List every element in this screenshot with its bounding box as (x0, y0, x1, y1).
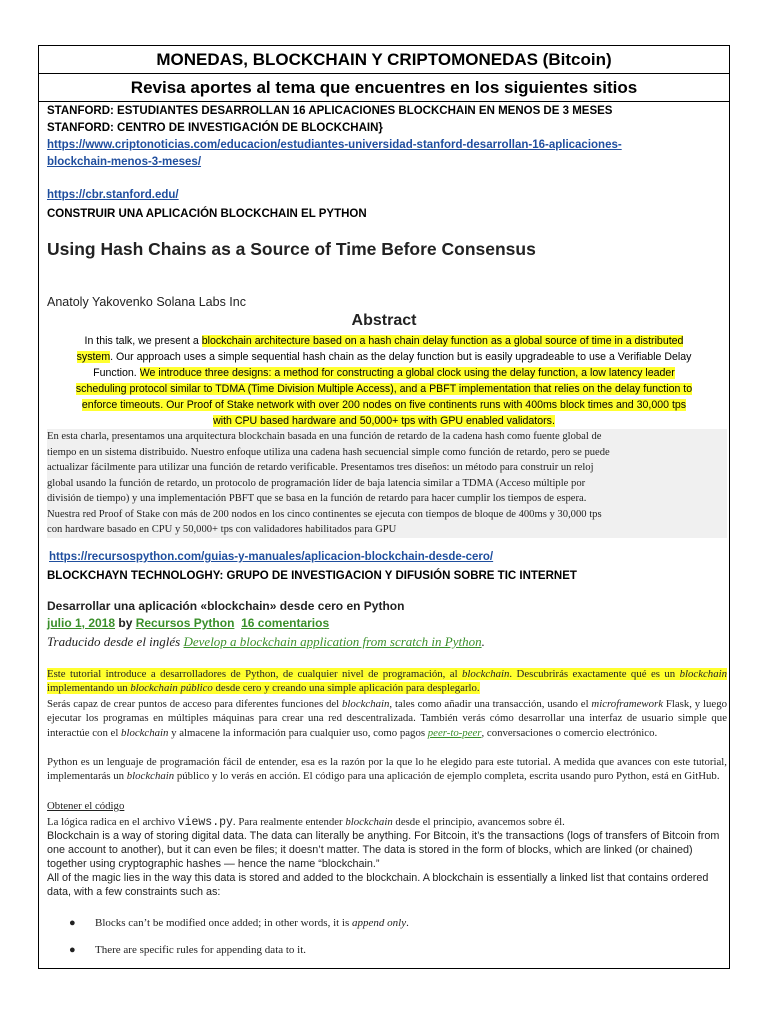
abstract-highlight-2b: scheduling protocol similar to TDMA (Time Division Multiple Access), and a PBFT implementation that relies on the delay function to (75, 383, 693, 395)
paragraph-text: público y lo verás en acción. El código para una aplicación de ejemplo completa, escrita usando puro Python, está en GitHub. (174, 770, 720, 783)
group-heading: BLOCKCHAYN TECHNOLOGHY: GRUPO DE INVESTIGACION Y DIFUSIÓN SOBRE TIC INTERNET (47, 570, 577, 582)
list-item-term: append only (352, 917, 407, 929)
paragraph-text: Python es un lenguaje de programación fácil de entender, esa es la razón por la que lo he elegido para este tutorial. A medida que avances con este tutorial, implementarás un (47, 756, 727, 783)
document-subtitle: Revisa aportes al tema que encuentres en los siguientes sitios (39, 74, 729, 102)
spanish-abstract (47, 429, 727, 538)
stanford-cbr-link[interactable]: https://cbr.stanford.edu/ (47, 189, 179, 201)
spanish-abstract-line: tiempo en un sistema distribuido. Nuestro enfoque utiliza una cadena hash secuencial simple como función de retardo, pero se puede (47, 446, 610, 458)
article-title: Desarrollar una aplicación «blockchain» desde cero en Python (47, 599, 405, 613)
abstract-highlight-2d: with CPU based hardware and 50,000+ tps with GPU enabled validators. (213, 415, 555, 427)
abstract-lead: In this talk, we present a (84, 335, 202, 347)
intro-term: blockchain público (130, 682, 213, 695)
paragraph-text: . Para realmente entender (232, 816, 346, 828)
paper-author: Anatoly Yakovenko Solana Labs Inc (47, 295, 246, 309)
intro-term: blockchain (462, 668, 510, 680)
list-item-text: There are specific rules for appending data to it. (95, 944, 307, 956)
criptonoticias-link-line1[interactable]: https://www.criptonoticias.com/educacion/estudiantes-universidad-stanford-desarrollan-16-aplicaciones- (47, 139, 622, 151)
abstract-highlight-1a: blockchain architecture based on a hash chain delay function as a global source of time in a distributed (201, 335, 684, 347)
list-item-text: . (406, 917, 409, 929)
abstract-highlight-1b: system (76, 351, 111, 363)
paragraph-text: La lógica radica en el archivo (47, 816, 178, 828)
paragraph-text: y almacene la información para cualquier uso, como pagos (168, 726, 428, 739)
document-frame (38, 45, 730, 969)
construir-heading: CONSTRUIR UNA APLICACIÓN BLOCKCHAIN EL PYTHON (47, 208, 367, 220)
paragraph-text: , conversaciones o comercio electrónico. (481, 726, 658, 739)
tutorial-paragraph-2 (47, 697, 727, 740)
abstract-text (49, 333, 719, 429)
abstract-highlight-2a: We introduce three designs: a method for constructing a global clock using the delay function, a low latency leader (139, 367, 675, 379)
stanford-heading-1: STANFORD: ESTUDIANTES DESARROLLAN 16 APLICACIONES BLOCKCHAIN EN MENOS DE 3 MESES (47, 105, 613, 117)
paragraph-term: blockchain (342, 698, 390, 710)
intro-text: Este tutorial introduce a desarrolladores de Python, de cualquier nivel de programación, al (47, 668, 463, 680)
tutorial-paragraph-3 (47, 755, 727, 784)
translated-from (47, 634, 485, 650)
article-author-link[interactable]: Recursos Python (135, 616, 235, 630)
abstract-mid-2: Function. (93, 367, 140, 379)
intro-text: implementando un (47, 682, 131, 695)
bullet-icon: ● (69, 944, 76, 956)
paragraph-term: microframework (591, 698, 663, 710)
intro-term: blockchain (679, 668, 727, 680)
intro-text: es un (650, 668, 680, 680)
paragraph-text: Serás capaz de crear puntos de acceso para diferentes funciones del (47, 698, 343, 710)
paragraph-term: blockchain (126, 770, 175, 783)
original-article-link[interactable]: Develop a blockchain application from scratch in Python (183, 634, 482, 649)
peer-to-peer-link[interactable]: peer-to-peer (427, 726, 482, 739)
abstract-mid-1: . Our approach uses a simple sequential hash chain as the delay function but is easily upgradeable to use a Verifiable Delay (110, 351, 692, 363)
list-item (69, 944, 709, 956)
list-item (69, 917, 709, 929)
tutorial-paragraph-4 (47, 815, 727, 830)
tutorial-intro (47, 667, 727, 696)
paragraph-text: , tales como añadir una transacción, usando el (389, 698, 592, 710)
criptonoticias-link-line2[interactable]: blockchain-menos-3-meses/ (47, 156, 202, 168)
stanford-heading-2: STANFORD: CENTRO DE INVESTIGACIÓN DE BLOCKCHAIN} (47, 122, 383, 134)
article-meta (47, 616, 329, 630)
article-by: by (115, 616, 136, 630)
paragraph-term: blockchain (121, 726, 169, 739)
get-code-link[interactable]: Obtener el código (47, 800, 125, 812)
intro-highlight-text (47, 668, 727, 694)
recursospython-link[interactable]: https://recursospython.com/guias-y-manuales/aplicacion-blockchain-desde-cero/ (49, 551, 494, 563)
spanish-abstract-line: global usando la función de retardo, un protocolo de programación líder de baja latencia similar a TDMA (Acceso múltiple por (47, 477, 586, 489)
translated-label: Traducido desde el inglés (47, 634, 184, 649)
spanish-abstract-line: actualizar fácilmente para utilizar una función de retardo verificable. Presentamos tres diseños: un método para construir un reloj (47, 462, 594, 473)
paragraph-text: Flask, y luego ejecutar los programas en múltiples máquinas para crear una red descentralizada. También verás cómo desarrollar una interfaz de usuario simple que interactúe con el (47, 698, 728, 739)
document-title: MONEDAS, BLOCKCHAIN Y CRIPTOMONEDAS (Bitcoin) (39, 46, 729, 74)
article-date-link[interactable]: julio 1, 2018 (47, 616, 116, 630)
spanish-abstract-line: Nuestra red Proof of Stake con más de 200 nodos en los cinco continentes se ejecuta con tiempos de bloque de 400ms y 30,000 tps (47, 508, 602, 520)
intro-text: desde cero y creando una simple aplicación para desplegarlo. (212, 682, 480, 695)
paragraph-term: blockchain (345, 816, 393, 828)
paper-title: Using Hash Chains as a Source of Time Before Consensus (47, 239, 536, 259)
spanish-abstract-line: con hardware basado en CPU y 50,000+ tps con validadores habilitados para GPU (47, 524, 397, 535)
bullet-icon: ● (69, 917, 76, 929)
spanish-abstract-line: división de tiempo) y una implementación PBFT que se basa en la función de retardo para hacer cumplir los tiempos de espera. (47, 493, 587, 504)
translated-end: . (481, 634, 485, 649)
abstract-highlight-2c: enforce timeouts. Our Proof of Stake network with over 200 nodes on five continents runs with 400ms block times and 30,000 tps (81, 399, 687, 411)
english-paragraph-1: Blockchain is a way of storing digital data. The data can literally be anything. For Bitcoin, it’s the transactions (logs of transfers of Bitcoin from one account to another), but it can even be files; it doesn’t matter. The data is stored in the form of blocks, which are linked (or chained) together using cryptographic hashes — hence the name “blockchain.” (47, 830, 720, 870)
abstract-heading: Abstract (351, 312, 417, 329)
views-file-name: views.py (177, 816, 233, 829)
list-item-text: Blocks can’t be modified once added; in other words, it is (95, 917, 353, 929)
spanish-abstract-line: En esta charla, presentamos una arquitectura blockchain basada en una función de retardo de la cadena hash como fuente global de (47, 431, 602, 442)
paragraph-text: desde el principio, avancemos sobre él. (392, 816, 565, 828)
english-paragraph-2: All of the magic lies in the way this data is stored and added to the blockchain. A blockchain is essentially a linked list that contains ordered data, with a few constraints such as: (47, 872, 709, 898)
article-comments-link[interactable]: 16 comentarios (241, 616, 330, 630)
intro-text: . Descubrirás exactamente qué (509, 668, 647, 680)
